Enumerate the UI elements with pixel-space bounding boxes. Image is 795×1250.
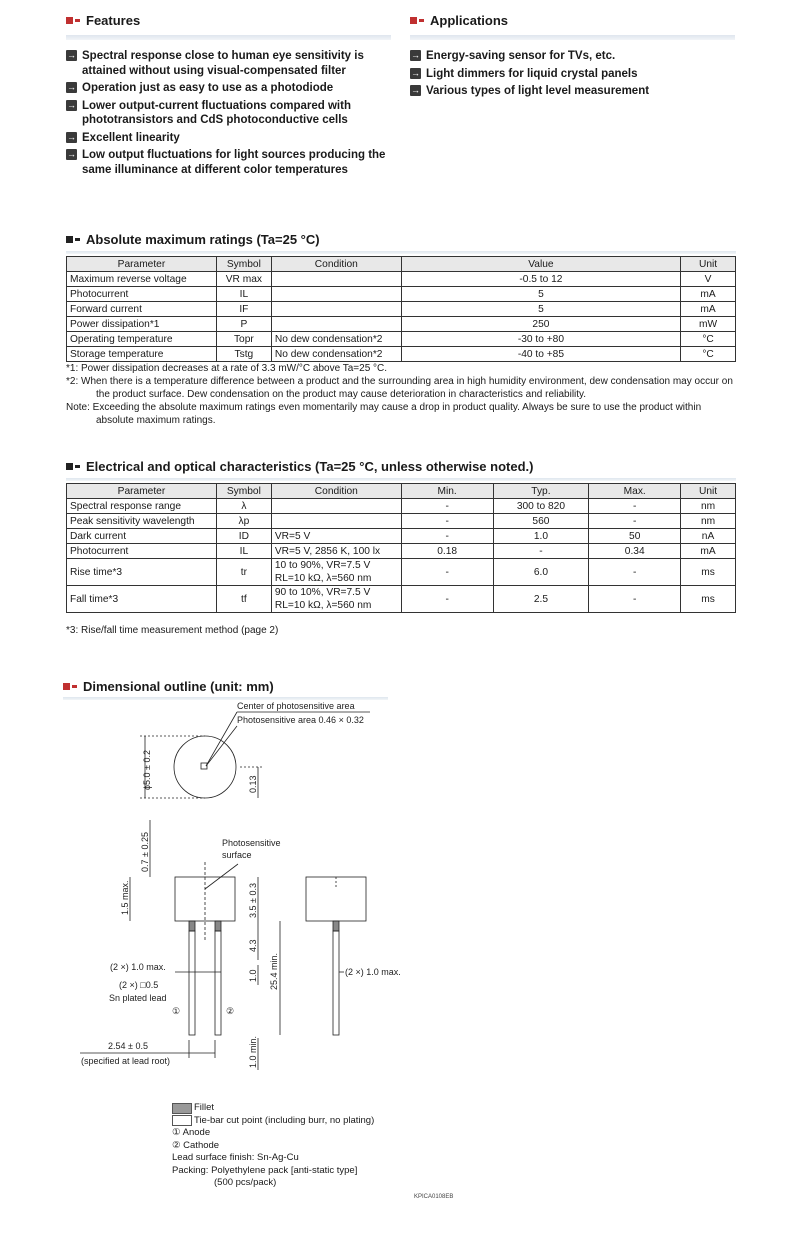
bullet-text: Light dimmers for liquid crystal panels bbox=[426, 67, 638, 80]
table-cell: nm bbox=[681, 514, 736, 529]
table-cell: ms bbox=[681, 586, 736, 613]
dim-title: Dimensional outline (unit: mm) bbox=[83, 679, 274, 694]
table-cell: Rise time*3 bbox=[67, 559, 217, 586]
table-cell: IF bbox=[216, 302, 271, 317]
table-cell: 5 bbox=[401, 302, 680, 317]
table-cell: Operating temperature bbox=[67, 332, 217, 347]
table-cell: 2.5 bbox=[493, 586, 589, 613]
bullet-text: Excellent linearity bbox=[82, 131, 180, 144]
table-cell: 6.0 bbox=[493, 559, 589, 586]
legend-cathode: ② Cathode bbox=[172, 1139, 220, 1151]
table-cell: tf bbox=[216, 586, 271, 613]
table-cell: 1.0 bbox=[493, 529, 589, 544]
column-header: Symbol bbox=[216, 257, 271, 272]
arrow-bullet-icon: → bbox=[67, 82, 76, 92]
table-cell: Tstg bbox=[216, 347, 271, 362]
legend-fillet bbox=[172, 1102, 374, 1115]
table-cell: °C bbox=[681, 332, 736, 347]
lead-cathode bbox=[215, 931, 221, 1035]
legend-tiebar bbox=[172, 1115, 374, 1128]
arrow-bullet-icon: → bbox=[67, 131, 76, 142]
top-view-circle bbox=[174, 736, 236, 798]
table-cell: IL bbox=[216, 287, 271, 302]
dim-label: Photosensitive bbox=[222, 838, 281, 848]
footnote: *1: Power dissipation decreases at a rate of 3.3 mW/°C above Ta=25 °C. bbox=[66, 363, 388, 374]
table-cell: 90 to 10%, VR=7.5 V RL=10 kΩ, λ=560 nm bbox=[271, 586, 401, 613]
table-cell: - bbox=[589, 514, 681, 529]
dim-label: 0.7 ± 0.25 bbox=[140, 832, 150, 872]
table-cell: P bbox=[216, 317, 271, 332]
figure-code: KPICA0108EB bbox=[414, 1194, 454, 1200]
column-header: Max. bbox=[589, 484, 681, 499]
table-cell: - bbox=[401, 514, 493, 529]
table-cell: 560 bbox=[493, 514, 589, 529]
table-cell: 300 to 820 bbox=[493, 499, 589, 514]
table-cell: -0.5 to 12 bbox=[401, 272, 680, 287]
column-header: Value bbox=[401, 257, 680, 272]
table-cell: - bbox=[589, 586, 681, 613]
column-header: Parameter bbox=[67, 257, 217, 272]
bullet-text: Lower output-current fluctuations compared with phototransistors and CdS photoconductive cells bbox=[82, 99, 351, 126]
dim-legend bbox=[172, 1102, 374, 1190]
table-cell: λ bbox=[216, 499, 271, 514]
dim-label: ϕ5.0 ± 0.2 bbox=[142, 749, 152, 790]
dim-label: 2.54 ± 0.5 bbox=[108, 1041, 148, 1051]
table-cell: tr bbox=[216, 559, 271, 586]
table-cell: IL bbox=[216, 544, 271, 559]
dim-label: (2 ×) □0.5 bbox=[119, 980, 159, 990]
table-cell: mA bbox=[681, 287, 736, 302]
dim-label: 4.3 bbox=[248, 939, 258, 952]
table-cell: Dark current bbox=[67, 529, 217, 544]
table-cell: - bbox=[589, 499, 681, 514]
column-header: Unit bbox=[681, 257, 736, 272]
table-cell: VR=5 V bbox=[271, 529, 401, 544]
dim-label: 0.13 bbox=[248, 775, 258, 793]
pin-label: ① bbox=[172, 1006, 181, 1016]
arrow-bullet-icon: → bbox=[67, 149, 76, 159]
table-cell: - bbox=[401, 529, 493, 544]
table-cell: °C bbox=[681, 347, 736, 362]
dim-label: Center of photosensitive area bbox=[237, 701, 355, 711]
column-header: Min. bbox=[401, 484, 493, 499]
column-header: Condition bbox=[271, 484, 401, 499]
dim-label: (2 ×) 1.0 max. bbox=[345, 967, 401, 977]
table-cell: λp bbox=[216, 514, 271, 529]
column-header: Condition bbox=[271, 257, 401, 272]
arrow-bullet-icon: → bbox=[67, 99, 76, 110]
column-header: Parameter bbox=[67, 484, 217, 499]
table-cell: 0.18 bbox=[401, 544, 493, 559]
lead-anode bbox=[189, 931, 195, 1035]
table-cell: mA bbox=[681, 544, 736, 559]
table-cell: Peak sensitivity wavelength bbox=[67, 514, 217, 529]
legend-finish: Lead surface finish: Sn-Ag-Cu bbox=[172, 1152, 299, 1163]
tiebar-swatch bbox=[172, 1115, 192, 1126]
dim-label: 1.5 max. bbox=[120, 880, 130, 915]
arrow-bullet-icon: → bbox=[67, 50, 76, 60]
leader-line bbox=[206, 726, 237, 766]
elec-title: Electrical and optical characteristics (Ta=25 °C, unless otherwise noted.) bbox=[86, 459, 534, 474]
table-cell: ms bbox=[681, 559, 736, 586]
dim-label: (2 ×) 1.0 max. bbox=[110, 962, 166, 972]
table-cell: Power dissipation*1 bbox=[67, 317, 217, 332]
table-cell: ID bbox=[216, 529, 271, 544]
table-cell: Photocurrent bbox=[67, 544, 217, 559]
table-cell: 50 bbox=[589, 529, 681, 544]
table-cell: - bbox=[493, 544, 589, 559]
legend-text: Fillet bbox=[194, 1102, 215, 1113]
legend-packing-qty: (500 pcs/pack) bbox=[214, 1177, 277, 1188]
dim-label: 25.4 min. bbox=[269, 952, 279, 990]
table-cell: -30 to +80 bbox=[401, 332, 680, 347]
column-header: Unit bbox=[681, 484, 736, 499]
table-cell: VR=5 V, 2856 K, 100 lx bbox=[271, 544, 401, 559]
table-cell: Storage temperature bbox=[67, 347, 217, 362]
fillet-swatch bbox=[172, 1103, 192, 1114]
table-cell: Forward current bbox=[67, 302, 217, 317]
features-title: Features bbox=[86, 13, 141, 28]
table-cell: Spectral response range bbox=[67, 499, 217, 514]
bullet-text: Various types of light level measurement bbox=[426, 85, 650, 97]
legend-text: Tie-bar cut point (including burr, no plating) bbox=[194, 1114, 375, 1126]
fillet bbox=[215, 921, 221, 931]
elec-note: *3: Rise/fall time measurement method (page 2) bbox=[66, 625, 279, 636]
column-header: Symbol bbox=[216, 484, 271, 499]
fillet bbox=[333, 921, 339, 931]
side-lead bbox=[333, 931, 339, 1035]
arrow-bullet-icon: → bbox=[411, 50, 420, 60]
table-cell: V bbox=[681, 272, 736, 287]
footnote: Note: Exceeding the absolute maximum ratings even momentarily may cause a drop in product quality. Always be sure to use the product within absolute maximum ratings. bbox=[66, 402, 702, 426]
legend-packing: Packing: Polyethylene pack [anti-static type] bbox=[172, 1164, 358, 1176]
table-cell: VR max bbox=[216, 272, 271, 287]
table-cell: Topr bbox=[216, 332, 271, 347]
footnote: *2: When there is a temperature difference between a product and the surrounding area in high humidity environment, dew condensation may occur on the product surface. Dew condensation on the product may cause deterioration in characteristics and reliability. bbox=[66, 376, 733, 400]
bullet-text: Low output fluctuations for light sources producing the same illuminance at different color temperatures bbox=[82, 149, 386, 176]
table-cell: Maximum reverse voltage bbox=[67, 272, 217, 287]
table-cell: 250 bbox=[401, 317, 680, 332]
dim-label: 1.0 bbox=[248, 969, 258, 982]
table-cell: 5 bbox=[401, 287, 680, 302]
bullet-text: Operation just as easy to use as a photodiode bbox=[82, 82, 334, 94]
table-cell: nm bbox=[681, 499, 736, 514]
abs-max-title: Absolute maximum ratings (Ta=25 °C) bbox=[86, 232, 320, 247]
table-cell: 10 to 90%, VR=7.5 V RL=10 kΩ, λ=560 nm bbox=[271, 559, 401, 586]
table-cell: Fall time*3 bbox=[67, 586, 217, 613]
bullet-text: Energy-saving sensor for TVs, etc. bbox=[426, 50, 616, 62]
legend-anode: ① Anode bbox=[172, 1127, 211, 1138]
table-cell: No dew condensation*2 bbox=[271, 347, 401, 362]
leader-line bbox=[206, 712, 237, 766]
dim-label: Photosensitive area 0.46 × 0.32 bbox=[237, 715, 364, 725]
dim-label: (specified at lead root) bbox=[81, 1056, 171, 1066]
table-cell: nA bbox=[681, 529, 736, 544]
table-cell: -40 to +85 bbox=[401, 347, 680, 362]
table-cell: - bbox=[401, 586, 493, 613]
side-view-body bbox=[306, 877, 366, 921]
arrow-bullet-icon: → bbox=[411, 67, 420, 78]
column-header: Typ. bbox=[493, 484, 589, 499]
table-cell: 0.34 bbox=[589, 544, 681, 559]
dim-label: 3.5 ± 0.3 bbox=[248, 883, 258, 918]
dim-label: surface bbox=[222, 850, 252, 860]
dim-label: Sn plated lead bbox=[109, 993, 167, 1003]
arrow-bullet-icon: → bbox=[411, 85, 420, 95]
table-cell: - bbox=[401, 499, 493, 514]
fillet bbox=[189, 921, 195, 931]
pin-label: ② bbox=[226, 1006, 235, 1016]
table-cell: No dew condensation*2 bbox=[271, 332, 401, 347]
dim-label: 1.0 min. bbox=[248, 1035, 258, 1068]
table-cell: - bbox=[589, 559, 681, 586]
table-cell: mA bbox=[681, 302, 736, 317]
applications-title: Applications bbox=[430, 13, 509, 28]
table-cell: Photocurrent bbox=[67, 287, 217, 302]
table-cell: mW bbox=[681, 317, 736, 332]
bullet-text: Spectral response close to human eye sensitivity is attained without using visual-compensated filter bbox=[82, 50, 364, 77]
table-cell: - bbox=[401, 559, 493, 586]
